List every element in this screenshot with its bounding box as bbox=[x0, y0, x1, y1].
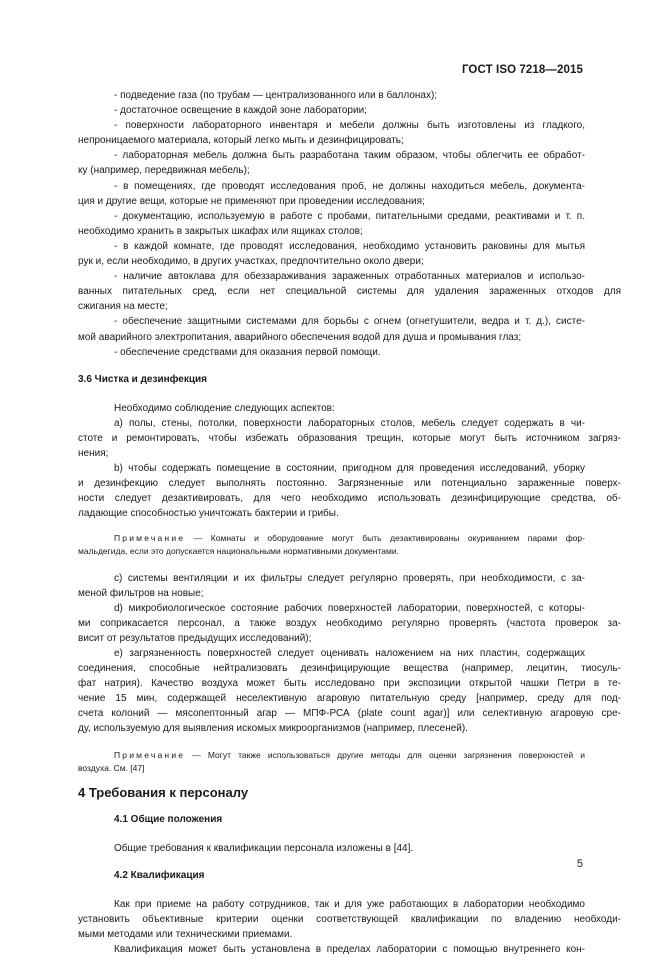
paragraph-line: Квалификация может быть установлена в пределах лаборатории с помощью внутреннего кон- bbox=[114, 944, 585, 956]
section-intro: Необходимо соблюдение следующих аспектов: bbox=[114, 402, 335, 414]
paragraph-line: Как при приеме на работу сотрудников, так и для уже работающих в лаборатории необходимо bbox=[114, 898, 585, 910]
item-line: e) загрязненность поверхностей следует оценивать наложением на них пластин, содержащих bbox=[114, 648, 585, 659]
item-line: ми соприкасается персонал, а также воздух необходимо регулярно проверять (частота проверок за- bbox=[78, 617, 621, 629]
list-line: ванных питательных сред, если нет специальной системы для удаления зараженных отходов для bbox=[78, 286, 621, 298]
note-label: Примечание bbox=[114, 532, 186, 543]
note-text: мальдегида, если это допускается национальными нормативными документами. bbox=[78, 546, 399, 557]
list-line: - поверхности лабораторного инвентаря и мебели должны быть изготовлены из гладкого, bbox=[114, 120, 585, 132]
section-4-2-paragraph bbox=[78, 897, 621, 957]
item-line: стоте и ремонтировать, чтобы избежать образования трещин, которые могут быть источником загряз- bbox=[78, 432, 621, 444]
section-4-1-text: Общие требования к квалификации персонала изложены в [44]. bbox=[114, 842, 414, 854]
item-line: c) системы вентиляции и их фильтры следует регулярно проверять, при необходимости, с за- bbox=[114, 572, 585, 584]
item-line: чение 15 мин, содержащей неселективную агаровую питательную среду [например, среду для под- bbox=[78, 693, 621, 705]
list-line: - обеспечение защитными системами для борьбы с огнем (огнетушители, ведра и т. д.), систе- bbox=[114, 316, 585, 328]
item-d bbox=[78, 601, 621, 646]
document-id: ГОСТ ISO 7218—2015 bbox=[461, 64, 583, 76]
note-label: Примечание bbox=[114, 749, 186, 760]
item-line: а) полы, стены, потолки, поверхности лабораторных столов, мебель следует содержать в чи- bbox=[114, 417, 585, 429]
page-number: 5 bbox=[576, 858, 583, 870]
item-line: соединения, способные нейтрализовать дезинфицирующие вещества (например, лецитин, тиосуль- bbox=[78, 663, 621, 675]
list-line: рук и, если необходимо, в других участках, предпочтительно около двери; bbox=[78, 256, 424, 268]
list-line: ция и другие вещи, которые не применяют при проведении исследования; bbox=[78, 195, 425, 207]
item-line: нения; bbox=[78, 448, 109, 460]
item-line: счета колоний — мясопептонный агар — МПФ-РСА (plate count agar)] или селективную агаровую сре- bbox=[78, 708, 621, 720]
item-line: и дезинфекцию следует выполнять постоянно. Загрязненные или потенциально зараженные поверх- bbox=[78, 478, 621, 490]
list-line: непроницаемого материала, который легко мыть и дезинфицировать; bbox=[78, 135, 404, 147]
item-line: ности следует дезактивировать, для чего необходимо использовать дезинфицирующие средства, об- bbox=[78, 493, 621, 505]
note-1 bbox=[78, 532, 585, 559]
item-line: ду, используемую для выявления искомых микроорганизмов (например, плесеней). bbox=[78, 723, 468, 735]
item-line: ладающие способностью уничтожать бактерии и грибы. bbox=[78, 508, 339, 520]
list-line: необходимо хранить в закрытых шкафах или ящиках столов; bbox=[78, 225, 363, 237]
item-line: висит от результатов предыдущих исследований); bbox=[78, 632, 312, 644]
list-line: - документацию, используемую в работе с пробами, питательными средами, реактивами и т. п. bbox=[114, 210, 585, 222]
section-heading-3-6: 3.6 Чистка и дезинфекция bbox=[78, 373, 207, 385]
list-line: - в каждой комнате, где проводят исследования, необходимо установить раковины для мытья bbox=[114, 240, 585, 252]
list-line: сжигания на месте; bbox=[78, 301, 168, 313]
section-heading-4-1: 4.1 Общие положения bbox=[114, 813, 223, 825]
list-line: - подведение газа (по трубам — централизованного или в баллонах); bbox=[114, 90, 438, 101]
list-line: мой аварийного электропитания, аварийного обеспечения водой для душа и промывания глаз; bbox=[78, 331, 522, 343]
section-heading-4-2: 4.2 Квалификация bbox=[114, 869, 205, 881]
page-content bbox=[78, 88, 621, 957]
note-text: воздуха. См. [47] bbox=[78, 763, 145, 774]
list-line: ку (например, передвижная мебель); bbox=[78, 165, 250, 177]
list-line: - в помещениях, где проводят исследования проб, не должны находиться мебель, документа- bbox=[114, 180, 585, 192]
list-line: - лабораторная мебель должна быть разработана таким образом, чтобы облегчить ее обработ- bbox=[114, 150, 585, 162]
item-b bbox=[78, 461, 621, 521]
item-a bbox=[78, 416, 621, 461]
list-line: - обеспечение средствами для оказания первой помощи. bbox=[114, 346, 381, 358]
paragraph-line: мыми методами или техническими приемами. bbox=[78, 929, 293, 941]
note-2 bbox=[78, 749, 585, 776]
item-line: b) чтобы содержать помещение в состоянии, пригодном для проведения исследований, уборку bbox=[114, 463, 585, 475]
item-line: d) микробиологическое состояние рабочих поверхностей лаборатории, поверхностей, с которы- bbox=[114, 602, 585, 614]
section-heading-4: 4 Требования к персоналу bbox=[78, 784, 249, 800]
item-line: меной фильтров на новые; bbox=[78, 587, 204, 599]
paragraph-line: установить объективные критерии оценки соответствующей квалификации по владению необходи- bbox=[78, 914, 621, 926]
list-line: - достаточное освещение в каждой зоне лаборатории; bbox=[114, 105, 367, 117]
list-line: - наличие автоклава для обеззараживания зараженных отработанных материалов и использо- bbox=[114, 271, 585, 283]
requirements-list bbox=[78, 88, 621, 360]
item-line: фат натрия). Качество воздуха может быть исследовано при экспозиции открытой чашки Петри в те- bbox=[78, 678, 621, 690]
item-c bbox=[78, 571, 585, 601]
item-e bbox=[78, 646, 621, 737]
note-text: — Могут также использоваться другие методы для оценки загрязнения поверхностей и bbox=[185, 749, 585, 760]
note-text: — Комнаты и оборудование могут быть дезактивированы окуриванием парами фор- bbox=[185, 532, 585, 543]
